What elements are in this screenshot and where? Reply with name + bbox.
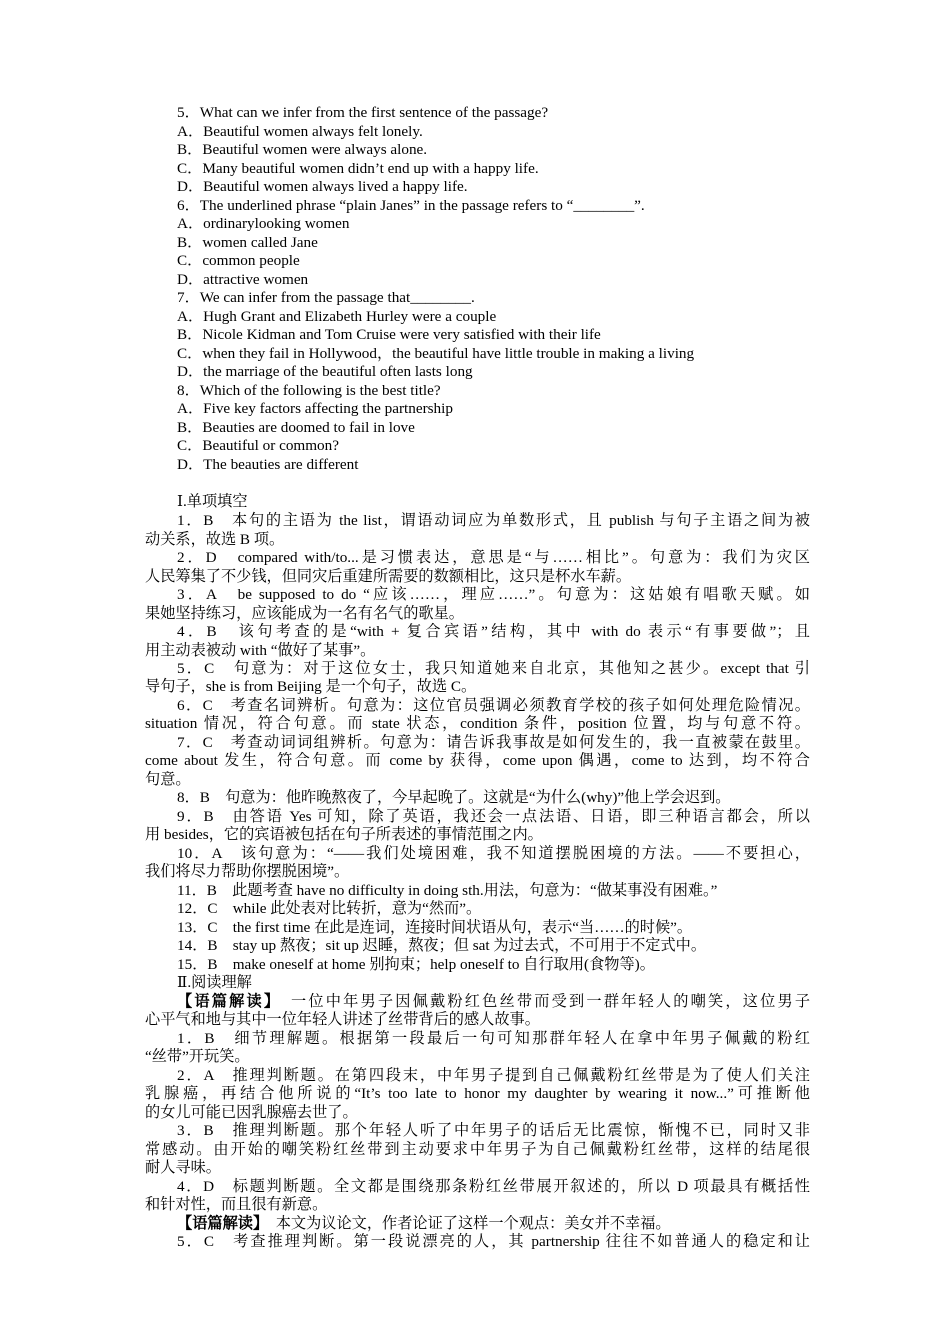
- answer-4-line2: 用主动表被动 with “做好了某事”。: [145, 642, 376, 659]
- option-5c: C．Many beautiful women didn’t end up with a happy life.: [177, 160, 539, 177]
- passage-summary-1-line2: 心平气和地与其中一位年轻人讲述了丝带背后的感人故事。: [145, 1011, 540, 1028]
- answer-7-line3: 句意。: [145, 771, 191, 788]
- answer-11: 11．B 此题考查 have no difficulty in doing sth.用法，句意为：“做某事没有困难。”: [177, 882, 718, 899]
- passage-summary-tag: 【语篇解读】: [177, 993, 274, 1010]
- answer-5-line2: 导句子，she is from Beijing 是一个句子，故选 C。: [145, 678, 477, 695]
- reading-answer-2-line3: 的女儿可能已因乳腺癌去世了。: [145, 1104, 358, 1121]
- answer-4-line1: 4．B 该句考查的是“with + 复合宾语”结构，其中 with do 表示“有事要做”；且: [177, 623, 810, 640]
- option-6c: C．common people: [177, 252, 300, 269]
- section-2-title: Ⅱ.阅读理解: [177, 974, 252, 991]
- answer-7-line1: 7．C 考查动词词组辨析。句意为：请告诉我事故是如何发生的，我一直被蒙在鼓里。: [177, 734, 810, 751]
- section-1-title: Ⅰ.单项填空: [177, 493, 248, 510]
- answer-5-line1: 5．C 句意为：对于这位女士，我只知道她来自北京，其他知之甚少。except that 引: [177, 660, 810, 677]
- passage-summary-1-line1: [177, 993, 810, 1012]
- answer-10-line1: 10．A 该句意为：“——我们处境困难，我不知道摆脱困境的方法。——不要担心，: [177, 845, 810, 862]
- reading-answer-3-line3: 耐人寻味。: [145, 1159, 221, 1176]
- answer-2-line1: 2．D compared with/to...是习惯表达，意思是“与……相比”。句意为：我们为灾区: [177, 549, 810, 566]
- answer-9-line2: 用 besides，它的宾语被包括在句子所表述的事情范围之内。: [145, 826, 543, 843]
- answer-3-line2: 果她坚持练习，应该能成为一名有名气的歌星。: [145, 605, 464, 622]
- reading-answer-4-line2: 和针对性，而且很有新意。: [145, 1196, 328, 1213]
- option-7b: B．Nicole Kidman and Tom Cruise were very satisfied with their life: [177, 326, 601, 343]
- question-5: 5．What can we infer from the first sentence of the passage?: [177, 104, 549, 121]
- reading-answer-4-line1: 4．D 标题判断题。全文都是围绕那条粉红丝带展开叙述的，所以 D 项最具有概括性: [177, 1178, 810, 1195]
- answer-15: 15．B make oneself at home 别拘束；help oneself to 自行取用(食物等)。: [177, 956, 655, 973]
- reading-answer-2-line2: 乳腺癌，再结合他所说的“It’s too late to honor my daughter by wearing it now...”可推断他: [145, 1085, 810, 1102]
- answer-1-line2: 动关系，故选 B 项。: [145, 531, 285, 548]
- reading-answer-3-line2: 常感动。由开始的嘲笑粉红丝带到主动要求中年男子为自己佩戴粉红丝带，这样的结尾很: [145, 1141, 810, 1158]
- option-7d: D．the marriage of the beautiful often lasts long: [177, 363, 473, 380]
- answer-8: 8．B 句意为：他昨晚熬夜了，今早起晚了。这就是“为什么(why)”他上学会迟到。: [177, 789, 731, 806]
- option-7c: C．when they fail in Hollywood，the beautiful have little trouble in making a living: [177, 345, 695, 362]
- passage-summary-text: 一位中年男子因佩戴粉红色丝带而受到一群年轻人的嘲笑，这位男子: [273, 993, 810, 1010]
- answer-2-line2: 人民筹集了不少钱，但同灾后重建所需要的数额相比，这只是杯水车薪。: [145, 568, 631, 585]
- reading-answer-3-line1: 3．B 推理判断题。那个年轻人听了中年男子的话后无比震惊，惭愧不已，同时又非: [177, 1122, 810, 1139]
- passage-summary-2-tag: 【语篇解读】: [177, 1215, 261, 1232]
- answer-6-line1: 6．C 考查名词辨析。句意为：这位官员强调必须教育学校的孩子如何处理危险情况。: [177, 697, 810, 714]
- option-5a: A．Beautiful women always felt lonely.: [177, 123, 423, 140]
- answer-9-line1: 9．B 由答语 Yes 可知，除了英语，我还会一点法语、日语，即三种语言都会，所以: [177, 808, 810, 825]
- answer-13: 13．C the first time 在此是连词，连接时间状语从句，表示“当……的时候”。: [177, 919, 693, 936]
- reading-answer-1-line2: “丝带”开玩笑。: [145, 1048, 250, 1065]
- option-6b: B．women called Jane: [177, 234, 318, 251]
- option-5b: B．Beautiful women were always alone.: [177, 141, 428, 158]
- question-8: 8．Which of the following is the best title?: [177, 382, 441, 399]
- passage-summary-2: [177, 1215, 842, 1234]
- answer-14: 14．B stay up 熬夜；sit up 迟睡，熬夜；但 sat 为过去式，不可用于不定式中。: [177, 937, 707, 954]
- option-6d: D．attractive women: [177, 271, 309, 288]
- reading-answer-2-line1: 2．A 推理判断题。在第四段末，中年男子提到自己佩戴粉红丝带是为了使人们关注: [177, 1067, 810, 1084]
- answer-3-line1: 3．A be supposed to do “应该……，理应……”。句意为：这姑娘有唱歌天赋。如: [177, 586, 810, 603]
- answer-6-line2: situation 情况，符合句意。而 state 状态，condition 条件，position 位置，均与句意不符。: [145, 715, 810, 732]
- question-6: 6．The underlined phrase “plain Janes” in the passage refers to “________”.: [177, 197, 645, 214]
- reading-answer-1-line1: 1．B 细节理解题。根据第一段最后一句可知那群年轻人在拿中年男子佩戴的粉红: [177, 1030, 810, 1047]
- answer-12: 12．C while 此处表对比转折，意为“然而”。: [177, 900, 482, 917]
- option-7a: A．Hugh Grant and Elizabeth Hurley were a couple: [177, 308, 497, 325]
- question-7: 7．We can infer from the passage that________.: [177, 289, 475, 306]
- option-8a: A．Five key factors affecting the partnership: [177, 400, 453, 417]
- option-6a: A．ordinarylooking women: [177, 215, 350, 232]
- passage-summary-2-text: 本文为议论文，作者论证了这样一个观点：美女并不幸福。: [260, 1215, 671, 1232]
- reading-answer-5-line1: 5．C 考查推理判断。第一段说漂亮的人，其 partnership 往往不如普通人的稳定和让: [177, 1233, 810, 1250]
- answer-7-line2: come about 发生，符合句意。而 come by 获得，come upon 偶遇，come to 达到，均不符合: [145, 752, 810, 769]
- option-8c: C．Beautiful or common?: [177, 437, 339, 454]
- answer-1-line1: 1．B 本句的主语为 the list，谓语动词应为单数形式，且 publish 与句子主语之间为被: [177, 512, 810, 529]
- option-8d: D．The beauties are different: [177, 456, 359, 473]
- option-5d: D．Beautiful women always lived a happy life.: [177, 178, 468, 195]
- option-8b: B．Beauties are doomed to fail in love: [177, 419, 415, 436]
- answer-10-line2: 我们将尽力帮助你摆脱困境”。: [145, 863, 350, 880]
